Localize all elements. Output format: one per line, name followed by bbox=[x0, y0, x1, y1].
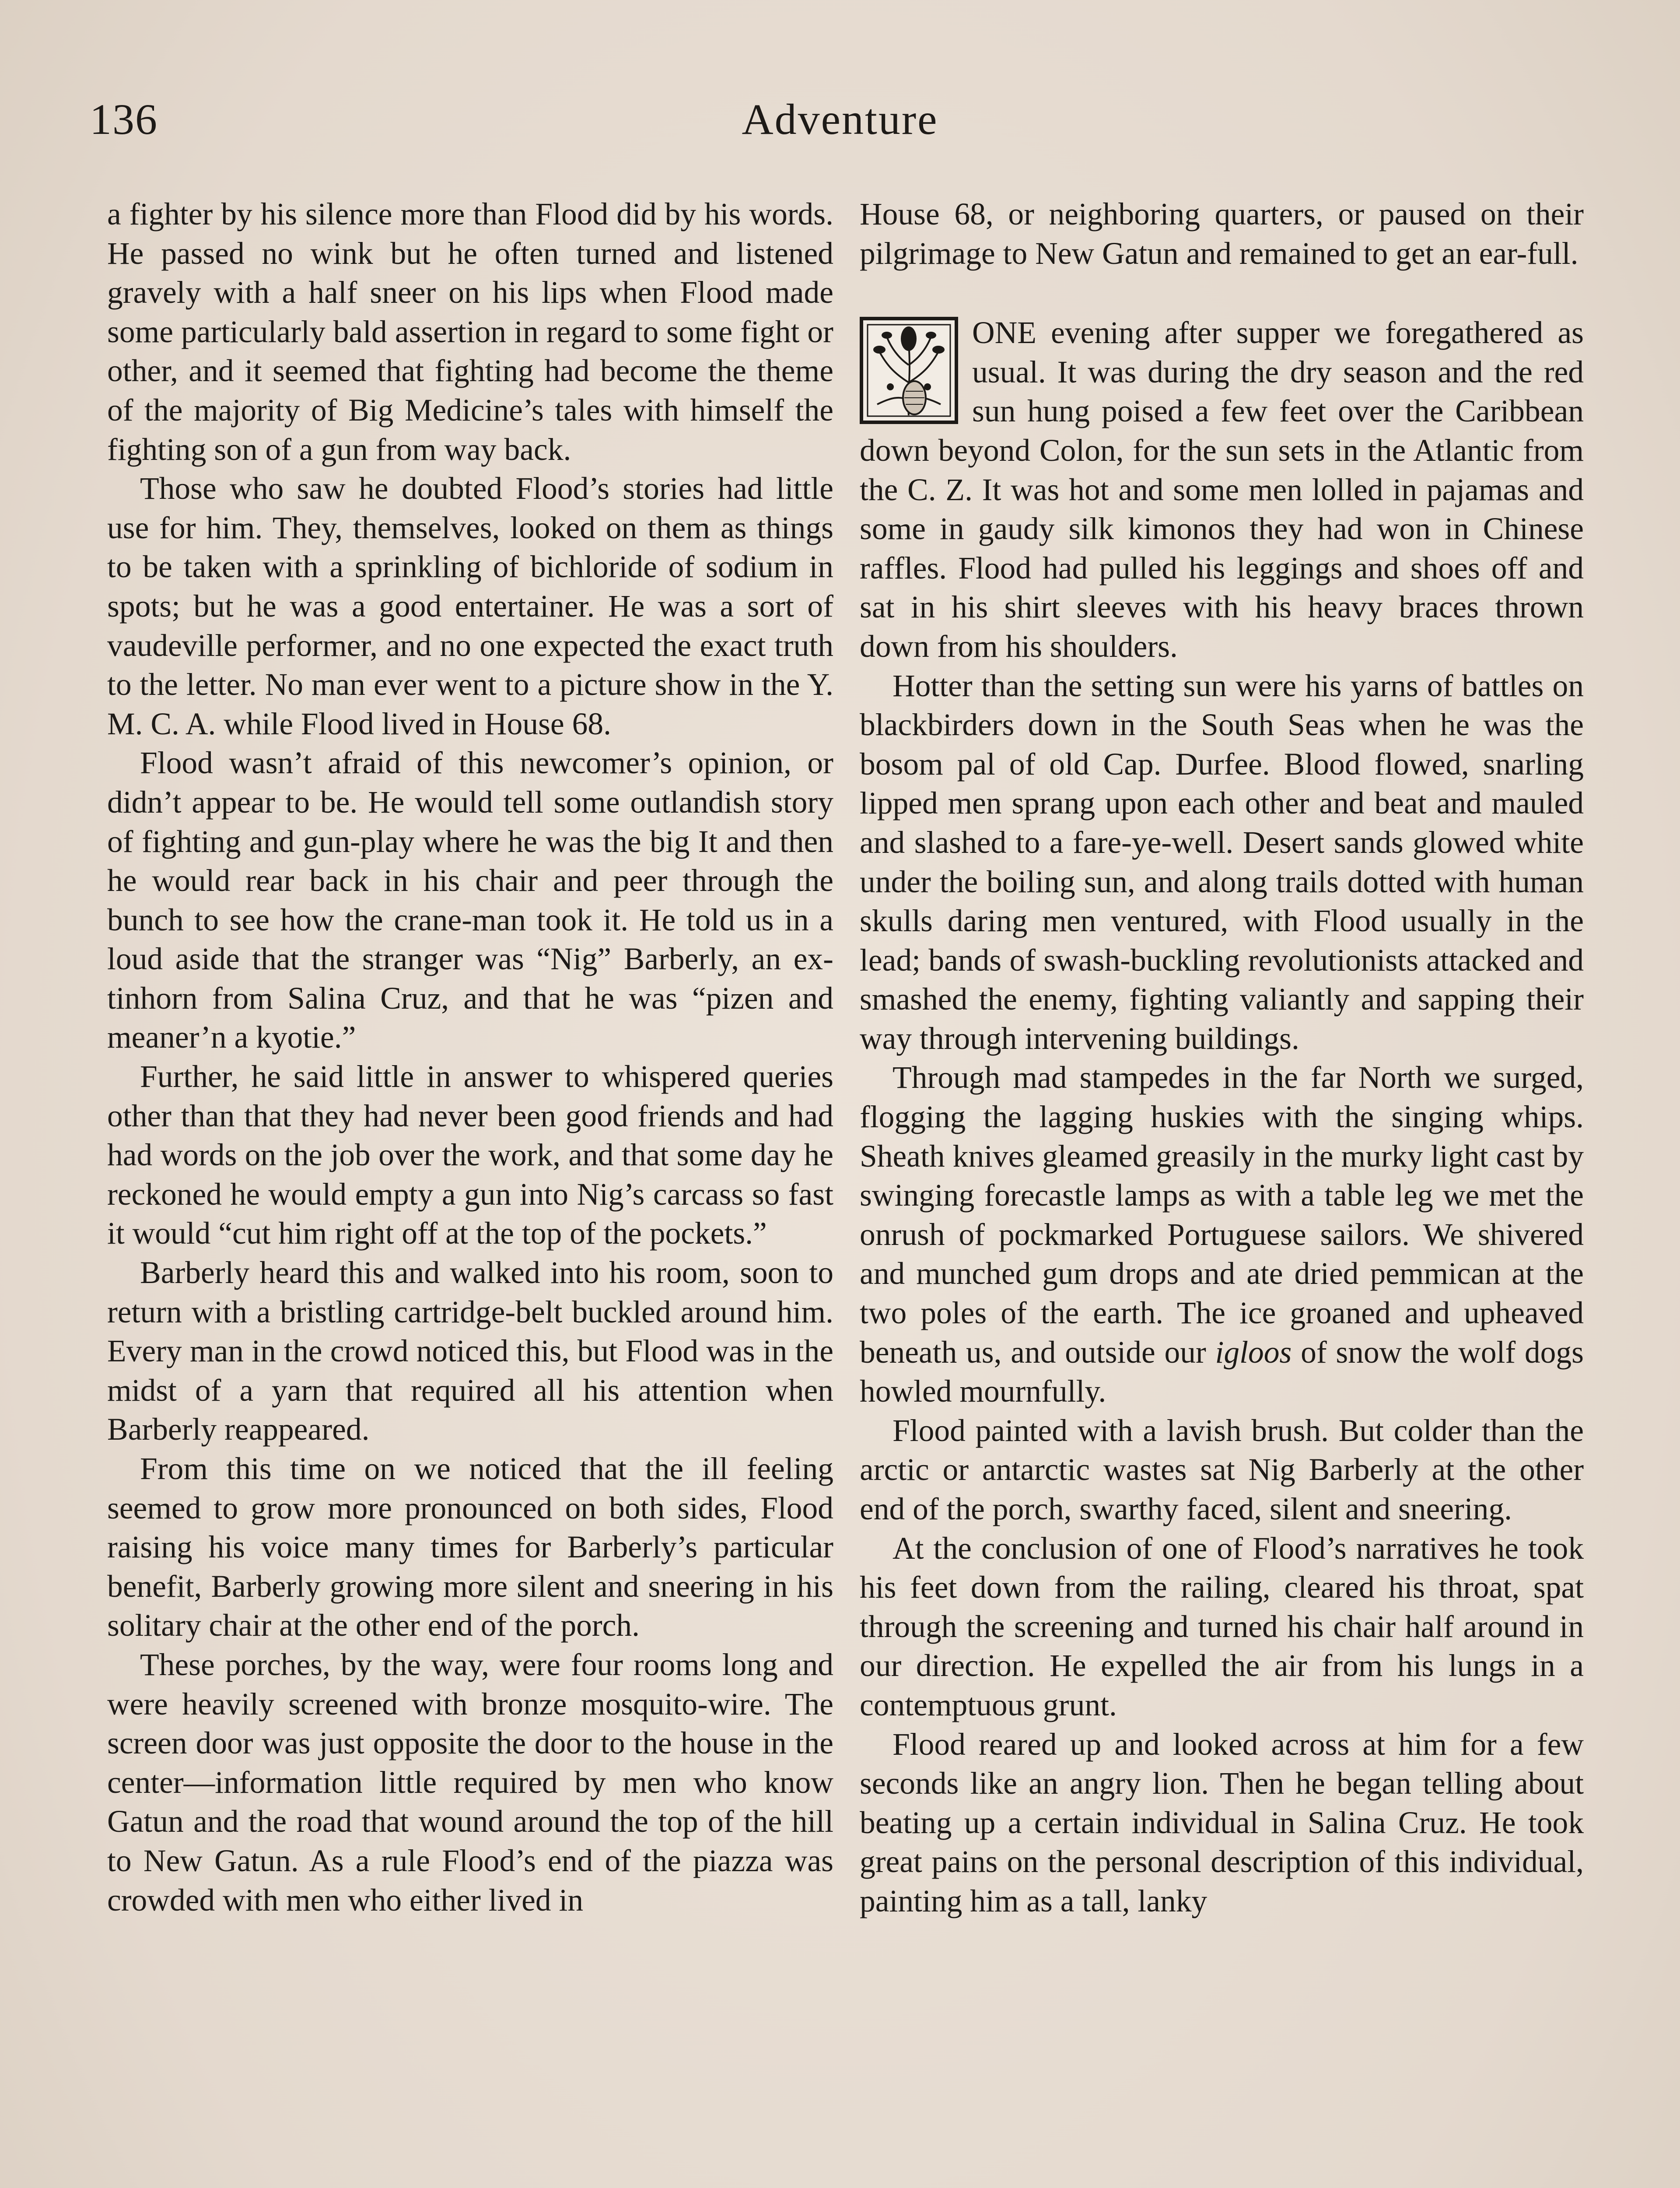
paragraph: Hotter than the setting sun were his yarns of battles on blackbirders down in the South Seas when he was the bosom pal of old Cap. Durfee. Blood flowed, snarling lipped men sprang upon each other and beat and mauled and slashed to a fare-ye-well. Desert sands glowed white under the boiling sun, and along trails dotted with human skulls daring men ventured, with Flood usually in the lead; bands of swash-buckling revolutionists attacked and smashed the enemy, fighting valiantly and sapping their way through intervening buildings. bbox=[860, 668, 1584, 1056]
paragraph: Flood reared up and looked across at him for a few seconds like an angry lion. Then he began telling about beating up a certain individual in Salina Cruz. He took great pains on the personal description of this individual, painting him as a tall, lanky bbox=[860, 1727, 1584, 1918]
text-run: of snow the wolf dogs howled mournfully. bbox=[860, 1335, 1584, 1409]
paragraph: Barberly heard this and walked into his room, soon to return with a bristling cartridge-belt buckled around him. Every man in the crowd noticed this, but Flood was in the midst of a yarn that required all his attention when Barberly reappeared. bbox=[107, 1255, 833, 1447]
paragraph: These porches, by the way, were four rooms long and were heavily screened with bronze mosquito-wire. The screen door was just opposite the door to the house in the center—information little required by men who know Gatun and the road that wound around the top of the hill to New Gatun. As a rule Flood’s end of the piazza was crowded with men who either lived in bbox=[107, 1647, 833, 1918]
paragraph: Flood painted with a lavish brush. But colder than the arctic or antarctic wastes sat Nig Barberly at the other end of the porch, swarthy faced, silent and sneering. bbox=[860, 1413, 1584, 1526]
paragraph: Those who saw he doubted Flood’s stories had little use for him. They, themselves, looked on them as things to be taken with a sprinkling of bichloride of sodium in spots; but he was a good entertainer. He was a sort of vaudeville performer, and no one expected the exact truth to the letter. No man ever went to a picture show in the Y. M. C. A. while Flood lived in House 68. bbox=[107, 471, 833, 741]
paragraph: At the conclusion of one of Flood’s narratives he took his feet down from the railing, cleared his throat, spat through the screening and turned his chair half around in our direction. He expelled the air from his lungs in a contemptuous grunt. bbox=[860, 1531, 1584, 1722]
paragraph: House 68, or neighboring quarters, or paused on their pilgrimage to New Gatun and remained to get an ear-full. bbox=[860, 197, 1584, 271]
floral-ornament-icon bbox=[860, 317, 958, 424]
paragraph bbox=[860, 1058, 1584, 1411]
paragraph: a fighter by his silence more than Flood did by his words. He passed no wink but he often turned and listened gravely with a half sneer on his lips when Flood made some particularly bald assertion in regard to some fight or other, and it seemed that fighting had become the theme of the majority of Big Medicine’s tales with himself the fighting son of a gun from way back. bbox=[107, 197, 833, 467]
right-column bbox=[860, 195, 1584, 1921]
left-column bbox=[107, 195, 833, 1920]
paragraph: From this time on we noticed that the ill feeling seemed to grow more pronounced on both sides, Flood raising his voice many times for Barberly’s particular benefit, Barberly growing more silent and sneering in his solitary chair at the other end of the porch. bbox=[107, 1452, 833, 1643]
paragraph: Further, he said little in answer to whispered queries other than that they had never been good friends and had had words on the job over the work, and that some day he reckoned he would empty a gun into Nig’s carcass so fast it would “cut him right off at the top of the pockets.” bbox=[107, 1059, 833, 1251]
page-number: 136 bbox=[90, 95, 158, 144]
paragraph: ONE evening after supper we foregathered as usual. It was during the dry season and the red sun hung poised a few feet over the Caribbean down beyond Colon, for the sun sets in the Atlantic from the C. Z. It was hot and some men lolled in pajamas and some in gaudy silk kimonos they had won in Chinese raffles. Flood had pulled his leggings and shoes off and sat in his shirt sleeves with his heavy braces thrown down from his shoulders. bbox=[860, 316, 1584, 664]
text-run: Through mad stampedes in the far North we surged, flogging the lagging huskies with the singing whips. Sheath knives gleamed greasily in the murky light cast by swinging forecastle lamps as with a table leg we met the onrush of pockmarked Portuguese sailors. We shivered and munched gum drops and ate dried pemmican at the two poles of the earth. The ice groaned and upheaved beneath us, and outside our bbox=[860, 1060, 1584, 1370]
running-title: Adventure bbox=[742, 95, 938, 144]
paragraph: Flood wasn’t afraid of this newcomer’s opinion, or didn’t appear to be. He would tell some outlandish story of fighting and gun-play where he was the big It and then he would rear back in his chair and peer through the bunch to see how the crane-man took it. He told us in a loud aside that the stranger was “Nig” Barberly, an ex-tinhorn from Salina Cruz, and that he was “pizen and meaner’n a kyotie.” bbox=[107, 746, 833, 1055]
italic-word: igloos bbox=[1215, 1335, 1292, 1370]
section-opening bbox=[860, 313, 1584, 666]
page-header bbox=[90, 94, 1590, 151]
